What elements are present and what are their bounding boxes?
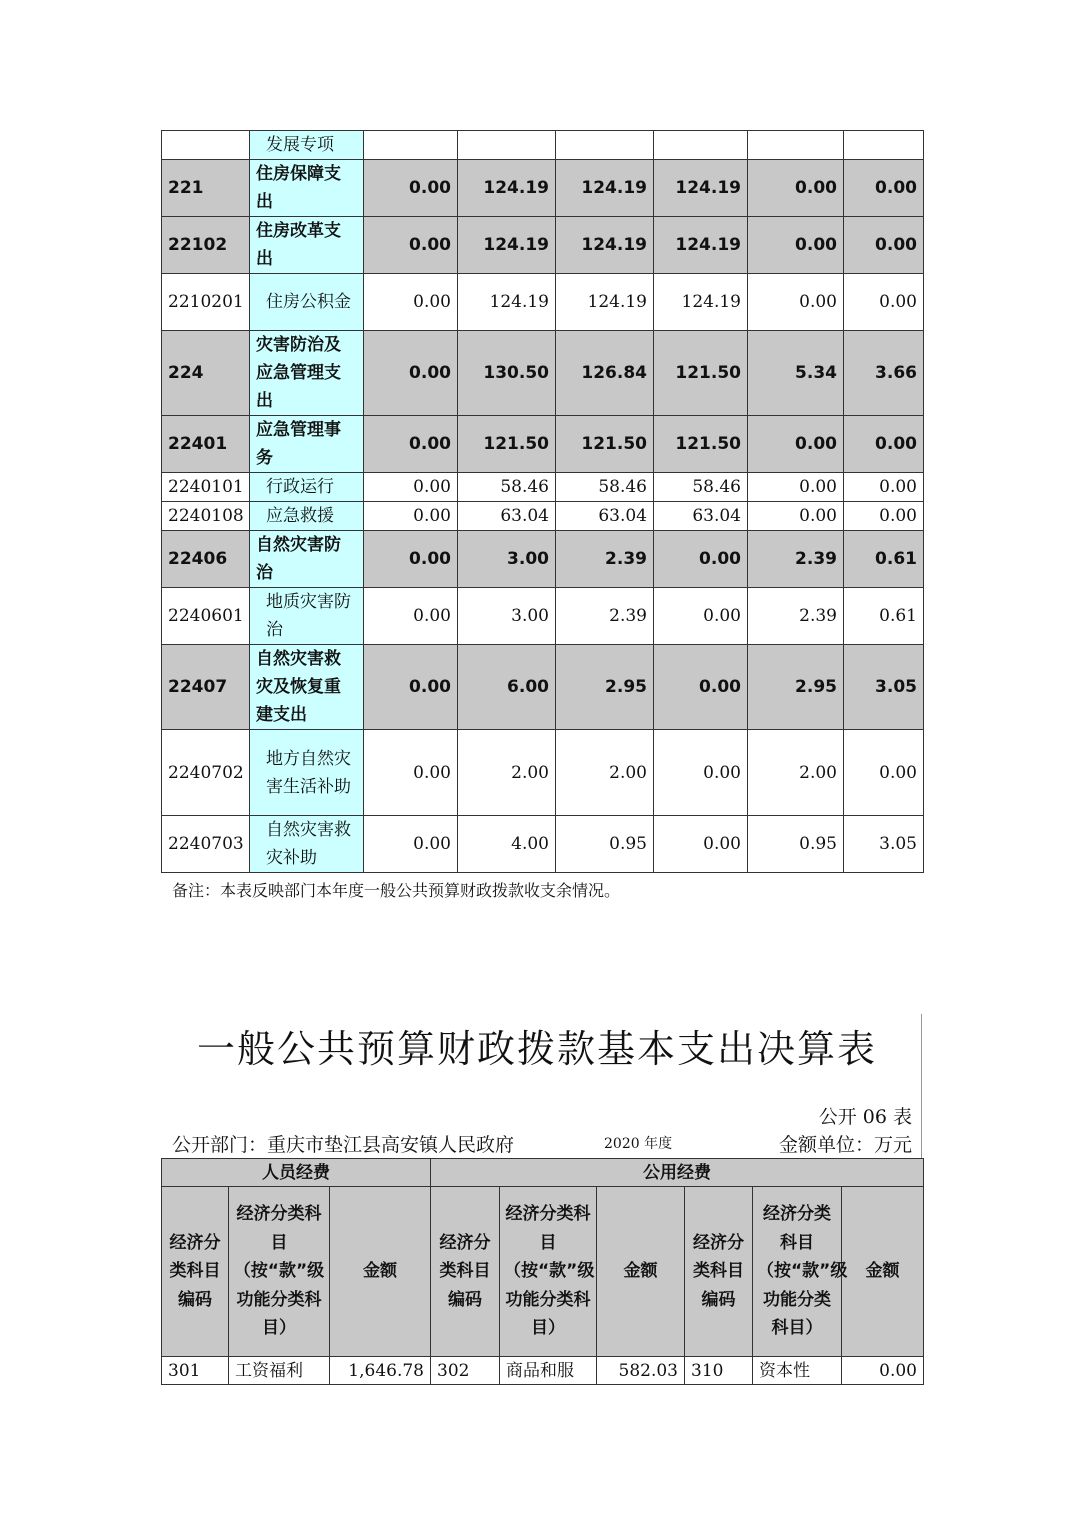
- page-title: 一般公共预算财政拨款基本支出决算表: [196, 1027, 877, 1071]
- header-code: 经济分类科目编码: [431, 1187, 500, 1357]
- amount-cell: 2.00: [748, 730, 844, 816]
- amount-cell: 0.00: [654, 531, 748, 588]
- code-cell: 2240703: [162, 816, 250, 873]
- amount-cell: 3.66: [844, 331, 924, 416]
- amount-cell: [844, 131, 924, 160]
- fiscal-year: 2020 年度: [604, 1136, 673, 1152]
- amount-cell: 121.50: [654, 416, 748, 473]
- column-header-row: [162, 1187, 924, 1357]
- form-number: 公开 06 表: [818, 1106, 912, 1128]
- amount-cell: 0.00: [364, 816, 458, 873]
- table-row: [162, 1357, 924, 1385]
- code-cell: 2210201: [162, 274, 250, 331]
- name-cell: 自然灾害救灾补助: [250, 816, 364, 873]
- table-row: [162, 160, 924, 217]
- code-cell: [162, 131, 250, 160]
- group-public: 公用经费: [431, 1159, 924, 1187]
- amount-cell: 0.00: [748, 502, 844, 531]
- table-row: [162, 502, 924, 531]
- amount-cell: [364, 131, 458, 160]
- budget-balance-table: [161, 130, 924, 873]
- table-row: [162, 473, 924, 502]
- amount-cell: 58.46: [458, 473, 556, 502]
- amount-cell: 124.19: [654, 217, 748, 274]
- table-row: [162, 416, 924, 473]
- name-cell: 资本性: [753, 1357, 842, 1385]
- amount-cell: 121.50: [556, 416, 654, 473]
- table-row: [162, 730, 924, 816]
- header-subject: 经济分类科目（按“款”级功能分类科目）: [229, 1187, 330, 1357]
- amount-cell: 0.00: [654, 645, 748, 730]
- amount-cell: 2.00: [556, 730, 654, 816]
- amount-cell: 3.00: [458, 588, 556, 645]
- amount-cell: 126.84: [556, 331, 654, 416]
- amount-unit: 金额单位：万元: [778, 1134, 912, 1156]
- amount-cell: 0.00: [748, 473, 844, 502]
- amount-cell: 0.00: [654, 730, 748, 816]
- amount-cell: 0.00: [844, 160, 924, 217]
- name-cell: 发展专项: [250, 131, 364, 160]
- amount-cell: [748, 131, 844, 160]
- table-row: [162, 217, 924, 274]
- amount-cell: 124.19: [556, 160, 654, 217]
- amount-cell: 2.95: [556, 645, 654, 730]
- amount-cell: 0.61: [844, 588, 924, 645]
- amount-cell: 0.00: [364, 331, 458, 416]
- group-header-row: [162, 1159, 924, 1187]
- name-cell: 灾害防治及应急管理支出: [250, 331, 364, 416]
- amount-cell: 1,646.78: [330, 1357, 431, 1385]
- table-row: [162, 816, 924, 873]
- code-cell: 22407: [162, 645, 250, 730]
- amount-cell: 0.00: [364, 730, 458, 816]
- amount-cell: 124.19: [654, 160, 748, 217]
- amount-cell: 0.00: [844, 416, 924, 473]
- name-cell: 行政运行: [250, 473, 364, 502]
- amount-cell: 124.19: [458, 274, 556, 331]
- amount-cell: 0.00: [844, 274, 924, 331]
- code-cell: 2240101: [162, 473, 250, 502]
- code-cell: 310: [685, 1357, 753, 1385]
- code-cell: 2240108: [162, 502, 250, 531]
- amount-cell: 0.00: [748, 274, 844, 331]
- header-code: 经济分类科目编码: [685, 1187, 753, 1357]
- amount-cell: 0.00: [654, 588, 748, 645]
- amount-cell: 58.46: [556, 473, 654, 502]
- code-cell: 2240702: [162, 730, 250, 816]
- amount-cell: 0.00: [844, 502, 924, 531]
- amount-cell: 0.00: [364, 502, 458, 531]
- amount-cell: 63.04: [654, 502, 748, 531]
- code-cell: 2240601: [162, 588, 250, 645]
- amount-cell: 124.19: [654, 274, 748, 331]
- amount-cell: 2.39: [556, 531, 654, 588]
- amount-cell: 121.50: [458, 416, 556, 473]
- amount-cell: 0.00: [364, 217, 458, 274]
- name-cell: 工资福利: [229, 1357, 330, 1385]
- amount-cell: 0.00: [364, 274, 458, 331]
- amount-cell: 121.50: [654, 331, 748, 416]
- amount-cell: 63.04: [458, 502, 556, 531]
- amount-cell: 2.39: [556, 588, 654, 645]
- amount-cell: [654, 131, 748, 160]
- amount-cell: 0.00: [748, 217, 844, 274]
- name-cell: 住房公积金: [250, 274, 364, 331]
- name-cell: 地方自然灾害生活补助: [250, 730, 364, 816]
- header-subject: 经济分类科目（按“款”级功能分类科目）: [500, 1187, 597, 1357]
- group-personnel: 人员经费: [162, 1159, 431, 1187]
- amount-cell: 0.95: [556, 816, 654, 873]
- header-amount: 金额: [330, 1187, 431, 1357]
- table-row: [162, 274, 924, 331]
- amount-cell: 0.00: [364, 160, 458, 217]
- amount-cell: [556, 131, 654, 160]
- name-cell: 住房保障支出: [250, 160, 364, 217]
- table-row: [162, 588, 924, 645]
- amount-cell: 0.00: [364, 645, 458, 730]
- name-cell: 住房改革支出: [250, 217, 364, 274]
- amount-cell: 0.95: [748, 816, 844, 873]
- amount-cell: 0.00: [364, 473, 458, 502]
- header-subject: 经济分类科目（按“款”级功能分类科目）: [753, 1187, 842, 1357]
- basic-expenditure-table: [161, 1158, 924, 1385]
- amount-cell: 130.50: [458, 331, 556, 416]
- amount-cell: [458, 131, 556, 160]
- amount-cell: 0.00: [844, 730, 924, 816]
- table-note: 备注：本表反映部门本年度一般公共预算财政拨款收支余情况。: [172, 881, 621, 900]
- name-cell: 地质灾害防治: [250, 588, 364, 645]
- amount-cell: 58.46: [654, 473, 748, 502]
- amount-cell: 2.00: [458, 730, 556, 816]
- department-label: 公开部门：重庆市垫江县高安镇人民政府: [172, 1134, 515, 1156]
- amount-cell: 2.39: [748, 531, 844, 588]
- amount-cell: 2.95: [748, 645, 844, 730]
- amount-cell: 0.00: [748, 416, 844, 473]
- code-cell: 22406: [162, 531, 250, 588]
- amount-cell: 0.00: [844, 217, 924, 274]
- amount-cell: 582.03: [597, 1357, 685, 1385]
- amount-cell: 0.00: [748, 160, 844, 217]
- code-cell: 221: [162, 160, 250, 217]
- amount-cell: 0.00: [364, 531, 458, 588]
- amount-cell: 124.19: [458, 160, 556, 217]
- amount-cell: 5.34: [748, 331, 844, 416]
- amount-cell: 0.61: [844, 531, 924, 588]
- amount-cell: 3.00: [458, 531, 556, 588]
- amount-cell: 63.04: [556, 502, 654, 531]
- name-cell: 应急救援: [250, 502, 364, 531]
- amount-cell: 3.05: [844, 645, 924, 730]
- table-row: [162, 645, 924, 730]
- name-cell: 自然灾害防治: [250, 531, 364, 588]
- amount-cell: 0.00: [842, 1357, 924, 1385]
- amount-cell: 124.19: [458, 217, 556, 274]
- amount-cell: 0.00: [654, 816, 748, 873]
- code-cell: 301: [162, 1357, 229, 1385]
- name-cell: 自然灾害救灾及恢复重建支出: [250, 645, 364, 730]
- header-code: 经济分类科目编码: [162, 1187, 229, 1357]
- amount-cell: 0.00: [364, 588, 458, 645]
- amount-cell: 0.00: [364, 416, 458, 473]
- amount-cell: 6.00: [458, 645, 556, 730]
- header-amount: 金额: [842, 1187, 924, 1357]
- amount-cell: 0.00: [844, 473, 924, 502]
- amount-cell: 4.00: [458, 816, 556, 873]
- table-row: [162, 331, 924, 416]
- code-cell: 22102: [162, 217, 250, 274]
- name-cell: 商品和服: [500, 1357, 597, 1385]
- table-row: [162, 131, 924, 160]
- amount-cell: 3.05: [844, 816, 924, 873]
- code-cell: 302: [431, 1357, 500, 1385]
- table-row: [162, 531, 924, 588]
- amount-cell: 2.39: [748, 588, 844, 645]
- name-cell: 应急管理事务: [250, 416, 364, 473]
- code-cell: 224: [162, 331, 250, 416]
- amount-cell: 124.19: [556, 274, 654, 331]
- code-cell: 22401: [162, 416, 250, 473]
- amount-cell: 124.19: [556, 217, 654, 274]
- header-amount: 金额: [597, 1187, 685, 1357]
